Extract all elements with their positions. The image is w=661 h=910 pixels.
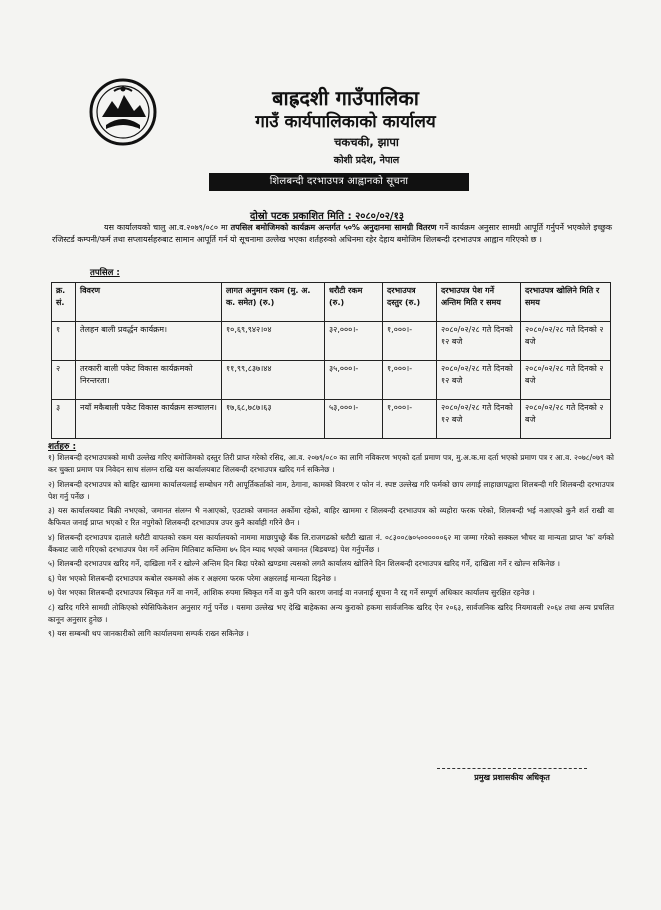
cell-sn: ३: [52, 400, 76, 439]
signature-line: [437, 768, 587, 769]
office-name: गाउँ कार्यपालिकाको कार्यालय: [255, 112, 436, 132]
cell-fee: १,०००।-: [383, 400, 437, 439]
intro-text-2: गर्ने कार्यक्रम अनुसार सामग्री आपूर्ति गर्नुपर्ने भएकोले इच्छुक रजिस्टर्ड कम्पनी/फर्म तथा सप्लायर्सहरुबाट सामान आपूर्ति गर्न यो सूचनामा उल्लेख भएका शर्तहरुको अधिनमा रहेर देहाय बमोजिम शिलबन्दी दरभाउपत्र आह्वान गरिएको छ ।: [52, 223, 612, 245]
condition-item: ५) शिलबन्दी दरभाउपत्र खरिद गर्ने, दाखिला गर्ने र खोल्ने अन्तिम दिन बिदा परेको खण्डमा त्यसको लगतै कार्यालय खोलिने दिन शिलबन्दी दरभाउपत्र खरिद गर्ने, दाखिला गर्ने र खोल्न सकिनेछ ।: [48, 559, 561, 569]
col-deposit-header: धरौटी रकम (रु.): [325, 283, 383, 322]
condition-item: ८) खरिद गरिने सामग्री तोकिएको स्पेसिफिकेशन अनुसार गर्नु पर्नेछ । यसमा उल्लेख भए देखि बाहेकका अन्य कुराको हकमा सार्वजनिक खरिद ऐन २०६३, सार्वजनिक खरिद नियमावली २०६४ तथा अन्य प्रचलित कानून अनुसार हुनेछ ।: [48, 602, 614, 624]
cell-cost: १७,६८,७८७।६३: [222, 400, 325, 439]
col-open-header: दरभाउपत्र खोलिने मिति र समय: [521, 283, 611, 322]
cell-desc: तरकारी बाली पकेट विकास कार्यक्रमको निरन्तरता।: [76, 361, 222, 400]
cell-open: २०८०/०२/२८ गते दिनको २ बजे: [521, 361, 611, 400]
intro-highlight: तपसिल बमोजिमको कार्यक्रम अन्तर्गत ५०% अनुदानमा सामग्री वितरण: [230, 223, 437, 232]
office-province: कोशी प्रदेश, नेपाल: [333, 155, 400, 166]
notice-title-bar: शिलबन्दी दरभाउपत्र आह्वानको सूचना: [209, 173, 469, 191]
table-row: [52, 322, 611, 361]
cell-submit: २०८०/०२/२८ गते दिनको १२ बजे: [437, 400, 521, 439]
condition-item: ९) यस सम्बन्धी थप जानकारीको लागि कार्यालयमा सम्पर्क राख्न सकिनेछ ।: [48, 629, 249, 639]
cell-desc: नयाँ मकैबाली पकेट विकास कार्यक्रम सञ्चालन।: [76, 400, 222, 439]
condition-item: ३) यस कार्यालयबाट बिक्री नभएको, जमानत संलग्न भै नआएको, एउटाको जमानत अर्कोमा रहेको, बाहिर खाममा र शिलबन्दी दरभाउपत्र को व्यहोरा फरक परेको, शिलबन्दी भई नआएको कुनै शर्त राखी वा कैफियत जनाई प्राप्त भएको र रित नपुगेको शिलबन्दी दरभाउपत्र उपर कुनै कार्वाही गरिने छैन ।: [48, 506, 614, 528]
cell-cost: १०,६९,९४२।०४: [222, 322, 325, 361]
col-cost-header: लागत अनुमान रकम (मु. अ. क. समेत) (रु.): [222, 283, 325, 322]
cell-cost: ११,९९,८३७।४४: [222, 361, 325, 400]
col-sn-header: क्र. सं.: [52, 283, 76, 322]
cell-fee: १,०००।-: [383, 361, 437, 400]
cell-sn: १: [52, 322, 76, 361]
condition-item: ६) पेश भएको शिलबन्दी दरभाउपत्र कबोल रकमको अंक र अक्षरमा फरक परेमा अक्षरलाई मान्यता दिइनेछ ।: [48, 573, 337, 583]
cell-deposit: ३२,०००।-: [325, 322, 383, 361]
cell-desc: तेलहन बाली प्रवर्द्धन कार्यक्रम।: [76, 322, 222, 361]
cell-deposit: ३५,०००।-: [325, 361, 383, 400]
conditions-list: [48, 452, 614, 643]
conditions-title: शर्तहरु :: [48, 442, 77, 452]
cell-deposit: ५३,०००।-: [325, 400, 383, 439]
publish-date: दोस्रो पटक प्रकाशित मिति : २०८०/०२/१३: [250, 211, 404, 222]
table-header-row: [52, 283, 611, 322]
col-fee-header: दरभाउपत्र दस्तुर (रु.): [383, 283, 437, 322]
condition-item: ४) शिलबन्दी दरभाउपत्र दाताले धरौटी वापतको रकम यस कार्यालयको नाममा माछापुच्छ्रे बैंक लि.राजगढको धरौटी खाता नं. ०८३००८७०५००००००६२ मा जम्मा गरेको सक्कल भौचर वा मान्यता प्राप्त 'क' वर्गको बैंकबाट जारी गरिएको दरभाउपत्र पेश गर्ने अन्तिम मितिबाट कम्तिमा ७५ दिन म्याद भएको जमानत (बिडबण्ड) पेश गर्नुपर्नेछ ।: [48, 532, 614, 554]
office-location: चकचकी, झापा: [334, 135, 399, 149]
table-row: [52, 400, 611, 439]
cell-open: २०८०/०२/२८ गते दिनको २ बजे: [521, 322, 611, 361]
cell-open: २०८०/०२/२८ गते दिनको २ बजे: [521, 400, 611, 439]
cell-fee: १,०००।-: [383, 322, 437, 361]
cell-submit: २०८०/०२/२८ गते दिनको १२ बजे: [437, 361, 521, 400]
table-row: [52, 361, 611, 400]
col-desc-header: विवरण: [76, 283, 222, 322]
col-submit-header: दरभाउपत्र पेश गर्ने अन्तिम मिति र समय: [437, 283, 521, 322]
tender-table: [51, 282, 611, 439]
signature-title: प्रमुख प्रशासकीय अधिकृत: [474, 773, 550, 782]
cell-sn: २: [52, 361, 76, 400]
cell-submit: २०८०/०२/२८ गते दिनको १२ बजे: [437, 322, 521, 361]
condition-item: २) शिलबन्दी दरभाउपत्र को बाहिर खाममा कार्यालयलाई सम्बोधन गरी आपूर्तिकर्ताको नाम, ठेगाना, कामको विवरण र फोन नं. स्पष्ट उल्लेख गरि फर्मको छाप लगाई लाहाछापद्वारा शिलबन्दी गरि शिलबन्दी दरभाउपत्र पेश गर्नु पर्नेछ ।: [48, 479, 614, 501]
org-name: बाह्रदशी गाउँपालिका: [272, 86, 419, 110]
intro-paragraph: [52, 222, 612, 247]
condition-item: ७) पेश भएका शिलबन्दी दरभाउपत्र स्विकृत गर्ने वा नगर्ने, आंशिक रुपमा स्विकृत गर्ने वा कुनै पनि कारण जनाई वा नजनाई सूचना नै रद्द गर्ने सम्पूर्ण अधिकार कार्यालय सुरक्षित रहनेछ ।: [48, 588, 535, 598]
condition-item: १) शिलबन्दी दरभाउपत्रको माथी उल्लेख गरिए बमोजिमको दस्तुर तिरी प्राप्त गरेको रसिद, आ.व. २०७९/०८० का लागि नविकरण भएको दर्ता प्रमाण पत्र, मु.अ.क.मा दर्ता भएको प्रमाण पत्र र आ.व. २०७८/०७९ को कर चुक्ता प्रमाण पत्र निवेदन साथ संलग्न राखि यस कार्यालयबाट शिलबन्दी दरभाउपत्र खरिद गर्न सकिनेछ ।: [48, 453, 614, 475]
intro-text-1: यस कार्यालयको चालु आ.व.२०७९/०८० मा: [104, 223, 231, 232]
table-title: तपसिल :: [90, 268, 120, 278]
